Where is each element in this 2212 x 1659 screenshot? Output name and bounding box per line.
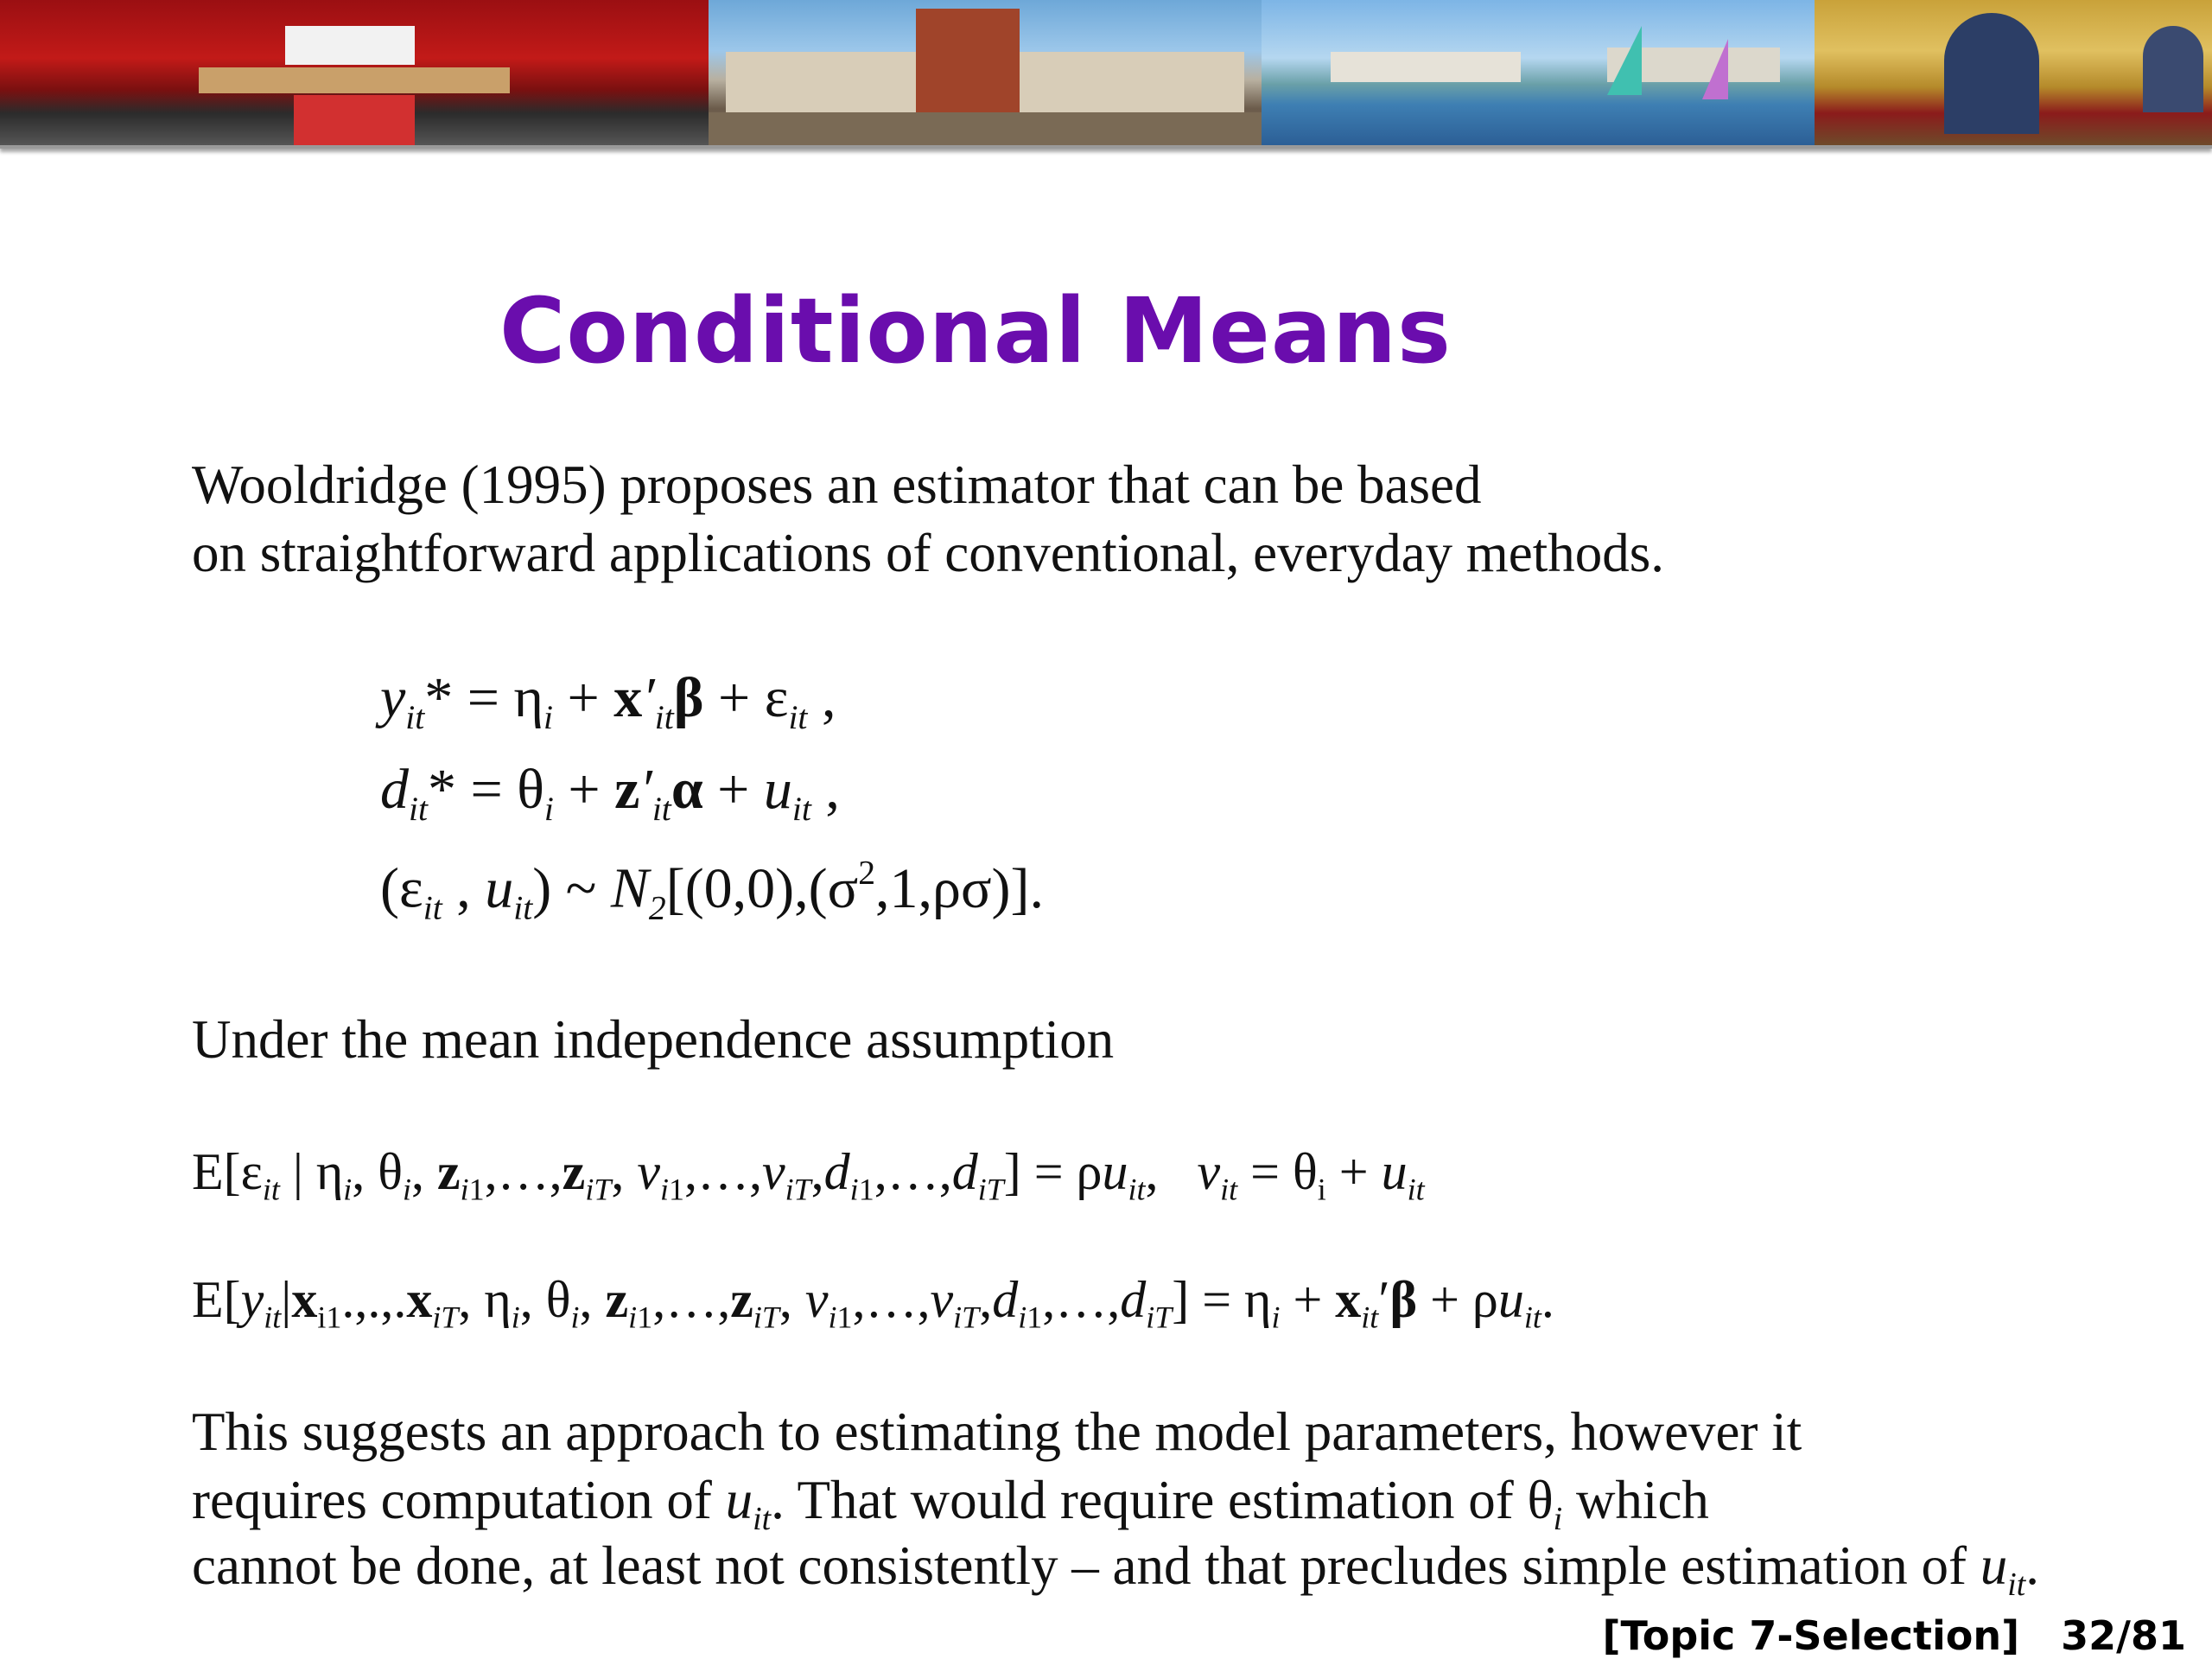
banner-photo-interior	[1815, 0, 2212, 145]
equation-latent-outcome: $y_{it}* = \eta_i + x'_{it}\beta + \varepsilon_{it}$ ,	[380, 666, 836, 736]
intro-line-2: on straightforward applications of conventional, everyday methods.	[192, 523, 1665, 583]
equation-joint-distribution: ($\varepsilon_{it}$ , $u_{it}$) ~ $N_2[(0,0),(\sigma^2,1,\rho\sigma)]$.	[380, 853, 1044, 927]
header-banner	[0, 0, 2212, 149]
conditional-mean-error: $E[\varepsilon_{it}$ | $\eta_i$, $\theta_i$, $z_{i1},\dots,z_{iT}$, $v_{i1},\dots,v_{iT},d_{i1},\dots,d_{iT}] = \rho u_{it}$, $v_{it} = \theta_i + u_{it}$	[192, 1143, 1425, 1207]
conditional-mean-outcome: $E[y_{it}|x_{i1}.,.,.x_{iT}$, $\eta_i$, $\theta_i$, $z_{i1},\dots,z_{iT}$, $v_{i1},\dots,v_{iT},d_{i1},\dots,d_{iT}] = \eta_i + x_{it}'\beta + \rho u_{it}$.	[192, 1271, 1554, 1335]
conclusion-line-2: requires computation of $u_{it}$. That would require estimation of $\theta_i$ which	[192, 1470, 1709, 1538]
footer-topic: [Topic 7-Selection]	[1602, 1612, 2020, 1659]
conclusion-line-2-part-a: requires computation of	[192, 1470, 726, 1530]
equation-latent-selection: $d_{it}* = \theta_i + z'_{it}\alpha + u_{it}$ ,	[380, 758, 840, 828]
footer-page-number: 32/81	[2061, 1612, 2186, 1659]
assumption-text: Under the mean independence assumption	[192, 1009, 1115, 1070]
conclusion-line-1: This suggests an approach to estimating the model parameters, however it	[192, 1402, 1802, 1462]
conclusion-line-2-part-c: which	[1562, 1470, 1709, 1530]
conclusion-line-3-part-b: .	[2025, 1535, 2040, 1596]
conclusion-line-3: cannot be done, at least not consistently – and that precludes simple estimation of $u_{it}$.	[192, 1535, 2040, 1604]
conclusion-line-3-part-a: cannot be done, at least not consistently – and that precludes simple estimation of	[192, 1535, 1980, 1596]
conclusion-line-2-part-b: . That would require estimation of	[771, 1470, 1528, 1530]
slide-footer	[1602, 1612, 2186, 1659]
banner-photo-auditorium	[0, 0, 709, 145]
banner-photo-building	[709, 0, 1262, 145]
banner-photo-lake	[1262, 0, 1815, 145]
intro-line-1: Wooldridge (1995) proposes an estimator that can be based	[192, 454, 1482, 515]
slide-title: Conditional Means	[499, 278, 1452, 384]
